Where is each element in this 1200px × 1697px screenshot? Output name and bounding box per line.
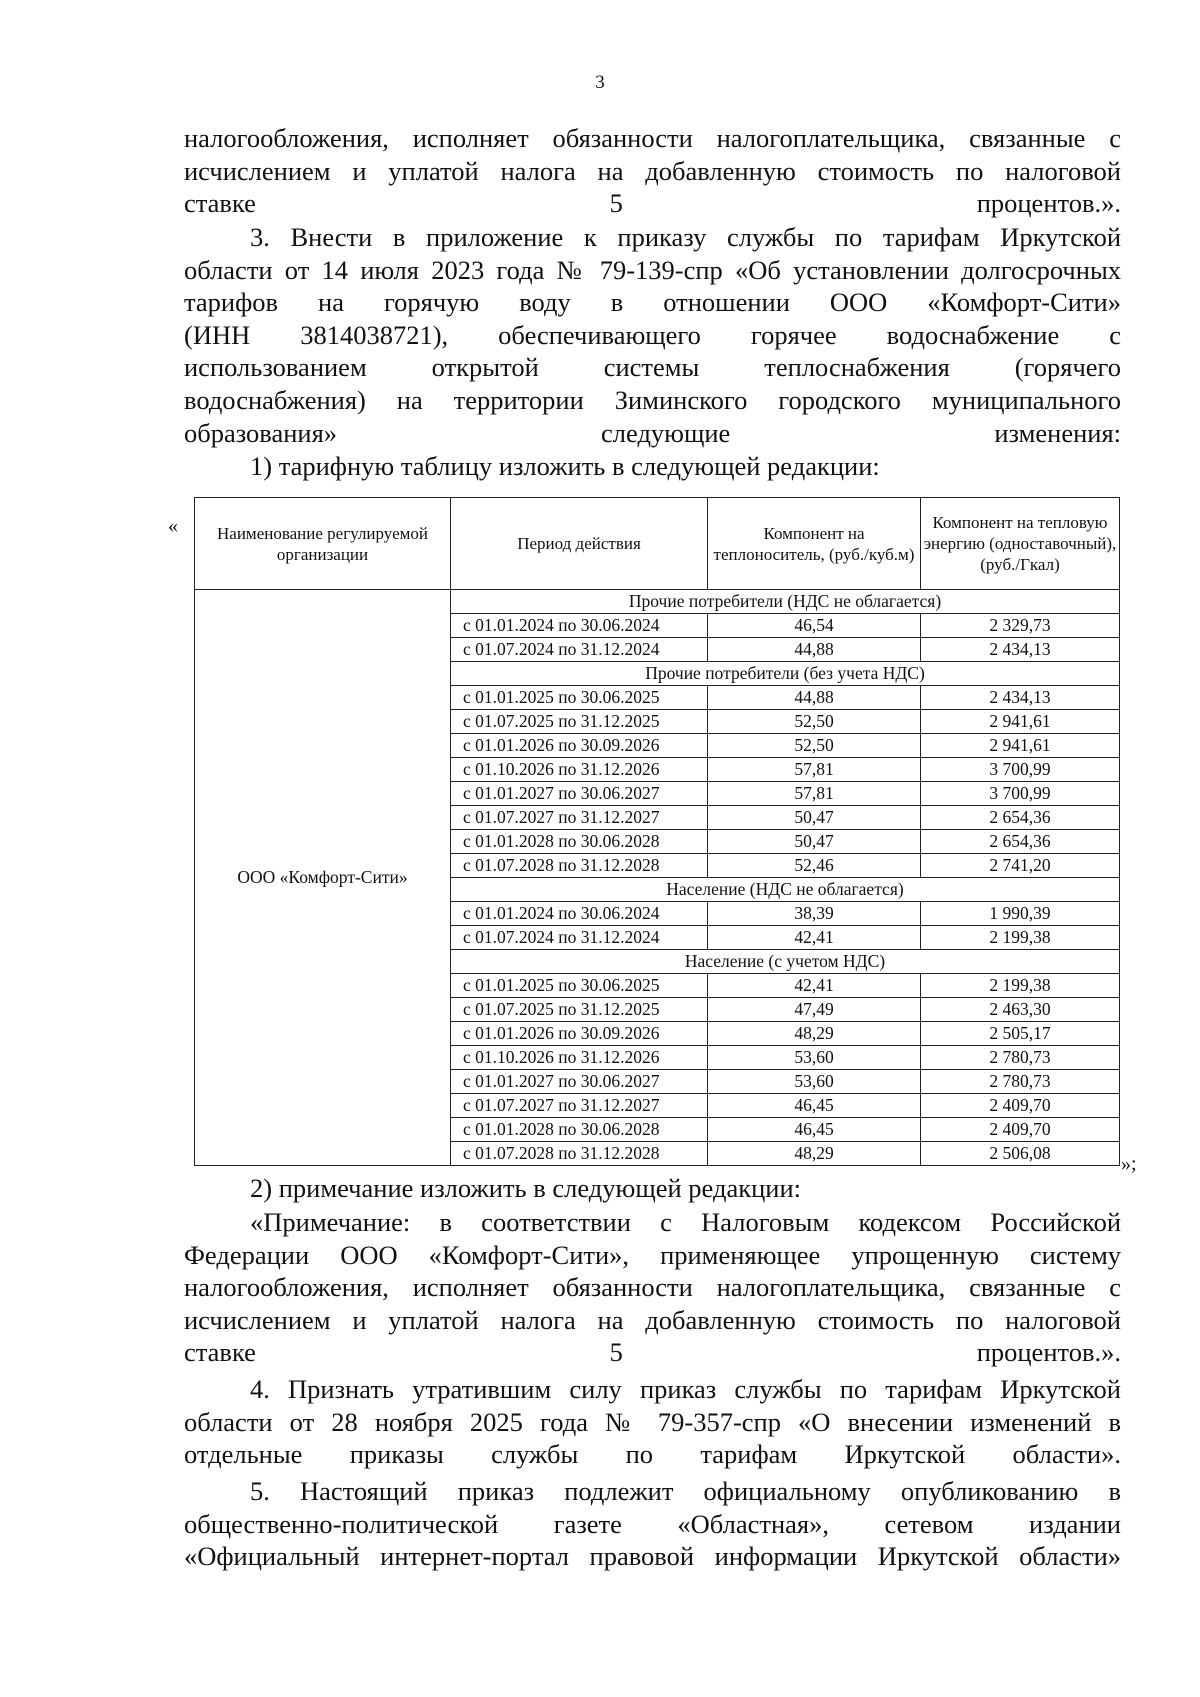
group-title: Прочие потребители (НДС не облагается)	[451, 590, 1120, 614]
intro-line: ставке 5 процентов.».	[184, 188, 1121, 219]
item-5-line: общественно-политической газете «Областная», сетевом издании	[184, 1508, 1121, 1539]
carrier-value-cell: 57,81	[708, 782, 921, 806]
carrier-value-cell: 46,45	[708, 1094, 921, 1118]
period-cell: с 01.07.2027 по 31.12.2027	[451, 1094, 708, 1118]
period-cell: с 01.07.2024 по 31.12.2024	[451, 638, 708, 662]
table-body	[195, 590, 1120, 1166]
table-header-row	[195, 498, 1120, 590]
note-paragraph	[184, 1206, 1121, 1369]
carrier-value-cell: 57,81	[708, 758, 921, 782]
energy-value-cell: 2 409,70	[921, 1118, 1120, 1142]
item-3-line: 3. Внести в приложение к приказу службы по тарифам Иркутской	[250, 222, 1121, 252]
item-4-line: 4. Признать утратившим силу приказ службы по тарифам Иркутской	[250, 1374, 1121, 1404]
carrier-value-cell: 53,60	[708, 1070, 921, 1094]
header-carrier-component: Компонент на теплоноситель, (руб./куб.м)	[708, 498, 921, 590]
note-line: ставке 5 процентов.».	[184, 1337, 1121, 1368]
organization-cell: ООО «Комфорт-Сити»	[195, 590, 451, 1166]
period-cell: с 01.01.2028 по 30.06.2028	[451, 1118, 708, 1142]
header-organization: Наименование регулируемой организации	[195, 498, 451, 590]
energy-value-cell: 2 409,70	[921, 1094, 1120, 1118]
period-cell: с 01.07.2025 по 31.12.2025	[451, 710, 708, 734]
period-cell: с 01.07.2028 по 31.12.2028	[451, 854, 708, 878]
item-3-line: (ИНН 3814038721), обеспечивающего горячее водоснабжение с	[184, 319, 1121, 350]
header-period: Период действия	[451, 498, 708, 590]
carrier-value-cell: 47,49	[708, 998, 921, 1022]
intro-line: налогообложения, исполняет обязанности налогоплательщика, связанные с	[184, 123, 1121, 153]
item-4-line: отдельные приказы службы по тарифам Иркутской области».	[184, 1439, 1121, 1470]
energy-value-cell: 2 199,38	[921, 926, 1120, 950]
group-title: Население (НДС не облагается)	[451, 878, 1120, 902]
item-4-paragraph	[184, 1373, 1121, 1471]
group-title-row	[195, 590, 1120, 614]
period-cell: с 01.01.2027 по 30.06.2027	[451, 782, 708, 806]
energy-value-cell: 2 741,20	[921, 854, 1120, 878]
tariff-table-container	[194, 497, 1119, 1166]
intro-line: исчислением и уплатой налога на добавленную стоимость по налоговой	[184, 155, 1121, 186]
energy-value-cell: 2 780,73	[921, 1070, 1120, 1094]
carrier-value-cell: 48,29	[708, 1022, 921, 1046]
energy-value-cell: 2 654,36	[921, 806, 1120, 830]
energy-value-cell: 2 199,38	[921, 974, 1120, 998]
period-cell: с 01.07.2028 по 31.12.2028	[451, 1142, 708, 1166]
carrier-value-cell: 48,29	[708, 1142, 921, 1166]
period-cell: с 01.07.2024 по 31.12.2024	[451, 926, 708, 950]
sub-item-1: 1) тарифную таблицу изложить в следующей редакции:	[250, 451, 880, 481]
carrier-value-cell: 53,60	[708, 1046, 921, 1070]
item-3-paragraph	[184, 221, 1121, 449]
item-4-line: области от 28 ноября 2025 года № 79-357-спр «О внесении изменений в	[184, 1406, 1121, 1437]
item-5-line: «Официальный интернет-портал правовой информации Иркутской области»	[184, 1541, 1121, 1572]
period-cell: с 01.10.2026 по 31.12.2026	[451, 758, 708, 782]
item-3-line: тарифов на горячую воду в отношении ООО «Комфорт-Сити»	[184, 287, 1121, 318]
carrier-value-cell: 52,50	[708, 710, 921, 734]
carrier-value-cell: 46,54	[708, 614, 921, 638]
sub-item-2: 2) примечание изложить в следующей редакции:	[250, 1173, 802, 1203]
period-cell: с 01.01.2024 по 30.06.2024	[451, 902, 708, 926]
period-cell: с 01.07.2025 по 31.12.2025	[451, 998, 708, 1022]
period-cell: с 01.01.2025 по 30.06.2025	[451, 974, 708, 998]
item-3-line: использованием открытой системы теплоснабжения (горячего	[184, 352, 1121, 383]
table-open-quote: «	[168, 515, 178, 537]
energy-value-cell: 2 329,73	[921, 614, 1120, 638]
period-cell: с 01.10.2026 по 31.12.2026	[451, 1046, 708, 1070]
item-3-line: образования» следующие изменения:	[184, 417, 1121, 448]
item-5-line: 5. Настоящий приказ подлежит официальному опубликованию в	[250, 1476, 1121, 1506]
group-title: Прочие потребители (без учета НДС)	[451, 662, 1120, 686]
period-cell: с 01.01.2028 по 30.06.2028	[451, 830, 708, 854]
period-cell: с 01.01.2024 по 30.06.2024	[451, 614, 708, 638]
item-3-line: водоснабжения) на территории Зиминского городского муниципального	[184, 384, 1121, 415]
period-cell: с 01.07.2027 по 31.12.2027	[451, 806, 708, 830]
period-cell: с 01.01.2025 по 30.06.2025	[451, 686, 708, 710]
note-line: «Примечание: в соответствии с Налоговым кодексом Российской	[250, 1207, 1121, 1237]
energy-value-cell: 2 463,30	[921, 998, 1120, 1022]
energy-value-cell: 2 506,08	[921, 1142, 1120, 1166]
carrier-value-cell: 44,88	[708, 686, 921, 710]
note-line: Федерации ООО «Комфорт-Сити», применяющее упрощенную систему	[184, 1239, 1121, 1270]
header-energy-component: Компонент на тепловую энергию (одноставочный), (руб./Гкал)	[921, 498, 1120, 590]
energy-value-cell: 2 434,13	[921, 638, 1120, 662]
carrier-value-cell: 44,88	[708, 638, 921, 662]
carrier-value-cell: 42,41	[708, 926, 921, 950]
carrier-value-cell: 46,45	[708, 1118, 921, 1142]
energy-value-cell: 3 700,99	[921, 758, 1120, 782]
tariff-table	[194, 497, 1120, 1166]
table-close-quote: »;	[1121, 1153, 1137, 1175]
carrier-value-cell: 42,41	[708, 974, 921, 998]
period-cell: с 01.01.2026 по 30.09.2026	[451, 734, 708, 758]
page-number: 3	[595, 72, 605, 93]
note-line: исчислением и уплатой налога на добавленную стоимость по налоговой	[184, 1304, 1121, 1335]
item-5-paragraph	[184, 1475, 1121, 1573]
energy-value-cell: 1 990,39	[921, 902, 1120, 926]
period-cell: с 01.01.2027 по 30.06.2027	[451, 1070, 708, 1094]
energy-value-cell: 2 941,61	[921, 734, 1120, 758]
energy-value-cell: 3 700,99	[921, 782, 1120, 806]
group-title: Население (с учетом НДС)	[451, 950, 1120, 974]
energy-value-cell: 2 780,73	[921, 1046, 1120, 1070]
energy-value-cell: 2 434,13	[921, 686, 1120, 710]
period-cell: с 01.01.2026 по 30.09.2026	[451, 1022, 708, 1046]
note-line: налогообложения, исполняет обязанности налогоплательщика, связанные с	[184, 1272, 1121, 1303]
energy-value-cell: 2 941,61	[921, 710, 1120, 734]
item-3-line: области от 14 июля 2023 года № 79-139-спр «Об установлении долгосрочных	[184, 254, 1121, 285]
carrier-value-cell: 52,50	[708, 734, 921, 758]
energy-value-cell: 2 505,17	[921, 1022, 1120, 1046]
energy-value-cell: 2 654,36	[921, 830, 1120, 854]
carrier-value-cell: 50,47	[708, 830, 921, 854]
carrier-value-cell: 50,47	[708, 806, 921, 830]
carrier-value-cell: 38,39	[708, 902, 921, 926]
intro-paragraph	[184, 122, 1121, 220]
carrier-value-cell: 52,46	[708, 854, 921, 878]
